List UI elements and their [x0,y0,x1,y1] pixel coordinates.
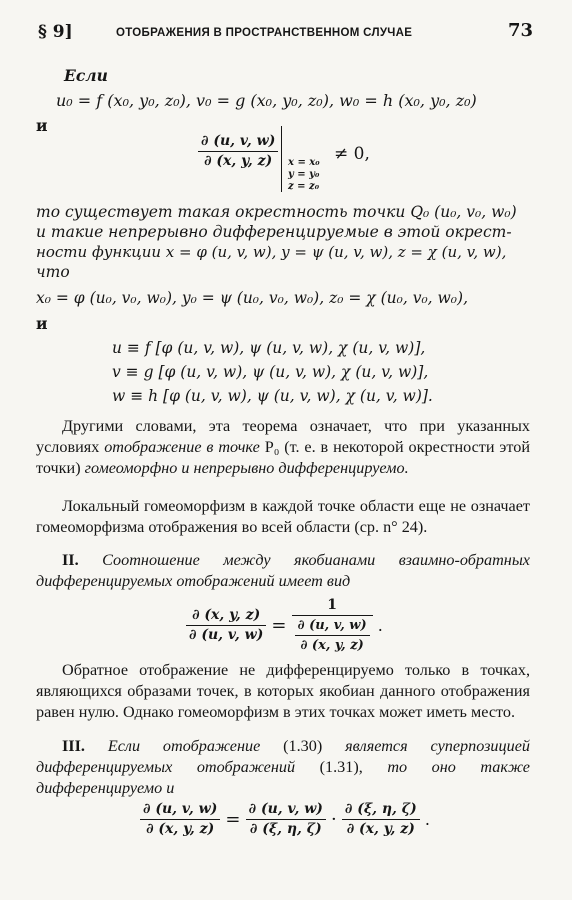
evaluation-bar [281,126,282,192]
condition-equation: u₀ = f (x₀, y₀, z₀), v₀ = g (x₀, y₀, z₀), w₀ = h (x₀, y₀, z₀) [56,91,477,110]
conclusion-line-1: то существует такая окрестность точки Q₀ (u₀, v₀, w₀) [36,203,517,221]
running-title: ОТОБРАЖЕНИЯ В ПРОСТРАНСТВЕННОМ СЛУЧАЕ [116,27,413,39]
conclusion-line-3: ности функции x = φ (u, v, w), y = ψ (u, v, w), z = χ (u, v, w), [36,243,507,261]
evaluation-condition-y: y = y₀ [288,169,320,180]
inverse-jacobian-formula: $\frac{\partial (x, y, z)}{\partial (u, v, w)}$ = $\frac{1}{\frac{\partial (u, v, w)}{\partial (x, y, z)}}$ . [186,596,383,655]
evaluation-condition-z: z = z₀ [288,181,320,192]
evaluation-condition-x: x = x₀ [288,157,320,168]
page-number: 73 [508,20,534,41]
paragraph-other-words: Другими словами, эта теорема означает, что при указанных условиях отображение в точке P₀ (т. е. в некоторой окрестности этой точки) гомеоморфно и непрерывно дифференцируемо. [36,417,530,477]
and-word: и [36,116,48,135]
and-word-2: и [36,314,48,333]
paragraph-inverse-mapping: Обратное отображение не дифференцируемо только в точках, являющихся образами точек, в которых якобиан данного отображения равен нулю. Однако гомеоморфизм в этих точках может иметь место. [36,661,530,721]
paragraph-superposition: III. Если отображение (1.30) является суперпозицией дифференцируемых отображений (1.31), то оно также дифференцируемо и [36,737,530,797]
chain-rule-jacobian-formula: $\frac{\partial (u, v, w)}{\partial (x, y, z)}$ = $\frac{\partial (u, v, w)}{\partial (\xi, \eta, \zeta)}$ · $\frac{\partial (\xi, \eta, \zeta)}{\partial (x, y, z)}$ . [140,800,430,839]
identity-w: w ≡ h [φ (u, v, w), ψ (u, v, w), χ (u, v, w)]. [112,387,433,405]
jacobian-denominator: ∂ (x, y, z) [204,153,273,169]
identity-v: v ≡ g [φ (u, v, w), ψ (u, v, w), χ (u, v, w)], [112,363,429,381]
not-equal-zero: ≠ 0, [334,144,370,164]
jacobian-numerator: ∂ (u, v, w) [198,132,278,152]
jacobian-fraction [198,132,278,171]
identity-u: u ≡ f [φ (u, v, w), ψ (u, v, w), χ (u, v, w)], [112,339,426,357]
paragraph-jacobian-relation: II. Соотношение между якобианами взаимно-обратных дифференцируемых отображений имеет вид [36,551,530,590]
section-number: § 9] [38,22,73,42]
conclusion-line-2: и такие непрерывно дифференцируемые в этой окрест- [36,223,512,241]
initial-values-equation: x₀ = φ (u₀, v₀, w₀), y₀ = ψ (u₀, v₀, w₀), z₀ = χ (u₀, v₀, w₀), [36,289,468,307]
theorem-if-word: Если [64,66,108,85]
conclusion-line-4: что [36,263,70,281]
paragraph-local-homeomorphism: Локальный гомеоморфизм в каждой точке области еще не означает гомеоморфизма отображения во всей области (ср. n° 24). [36,497,530,536]
